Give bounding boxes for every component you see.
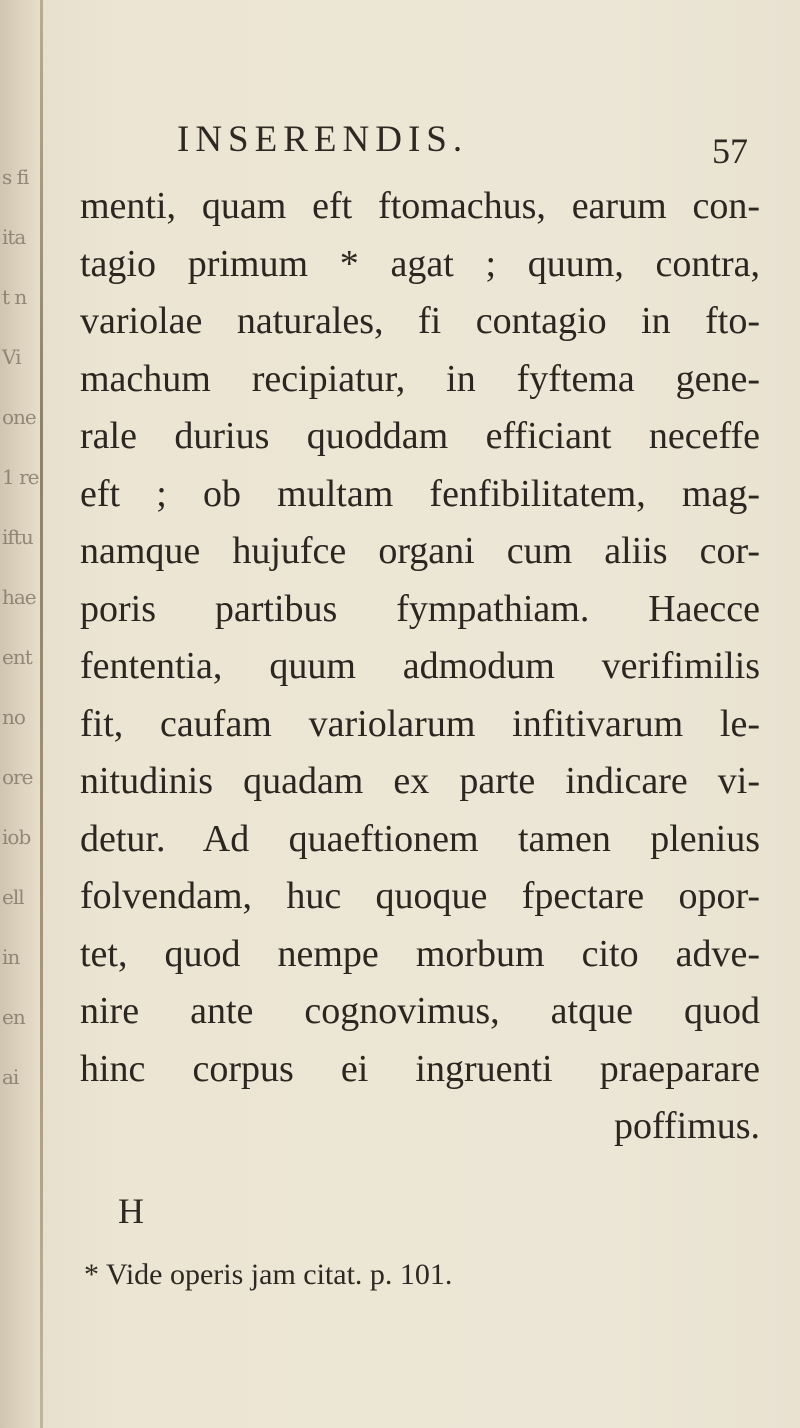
bleed-fragment: one xyxy=(2,405,36,429)
bleed-fragment: iftu xyxy=(2,525,33,549)
text-line: detur. Ad quaeftionem tamen plenius xyxy=(80,817,760,860)
text-line: folvendam, huc quoque fpectare opor- xyxy=(80,875,760,917)
bleed-fragment: ore xyxy=(2,765,33,789)
bleed-fragment: 1 re xyxy=(2,465,39,489)
text-line-last: poffimus. xyxy=(613,1105,760,1147)
bleed-fragment: s fi xyxy=(2,165,29,189)
bleed-fragment: hae xyxy=(2,585,36,609)
text-line: hinc corpus ei ingruenti praeparare xyxy=(80,1047,760,1090)
bleed-fragment: iob xyxy=(2,825,31,849)
text-line: nitudinis quadam ex parte indicare vi- xyxy=(80,760,760,802)
running-title: INSERENDIS. xyxy=(177,119,469,160)
text-line: namque hujufce organi cum aliis cor- xyxy=(80,530,760,572)
bleed-fragment: en xyxy=(2,1005,25,1029)
bleed-fragment: ell xyxy=(2,885,24,909)
bleed-fragment: ent xyxy=(2,645,32,669)
text-line: machum recipiatur, in fyftema gene- xyxy=(80,357,760,400)
bleed-fragment: t n xyxy=(2,285,27,309)
page-number: 57 xyxy=(712,131,748,171)
text-line: tagio primum * agat ; quum, contra, xyxy=(80,242,760,285)
text-line: rale durius quoddam efficiant neceffe xyxy=(80,415,760,457)
bleed-fragment: ita xyxy=(2,225,26,249)
text-line: poris partibus fympathiam. Haecce xyxy=(80,587,760,630)
text-line: menti, quam eft ftomachus, earum con- xyxy=(80,185,760,227)
text-line: nire ante cognovimus, atque quod xyxy=(80,990,760,1032)
signature-mark: H xyxy=(118,1191,144,1231)
gutter-shadow xyxy=(40,0,43,1428)
text-line: variolae naturales, fi contagio in fto- xyxy=(80,300,760,342)
bleed-fragment: in xyxy=(2,945,20,969)
bleed-fragment: Vi xyxy=(2,345,21,369)
text-line: fit, caufam variolarum infitivarum le- xyxy=(80,702,760,745)
bleed-fragment: ai xyxy=(2,1065,19,1089)
bleed-fragment: no xyxy=(2,705,25,729)
text-line: fententia, quum admodum verifimilis xyxy=(80,645,760,687)
text-line: tet, quod nempe morbum cito adve- xyxy=(80,932,760,975)
footnote: * Vide operis jam citat. p. 101. xyxy=(84,1258,453,1291)
text-line: eft ; ob multam fenfibilitatem, mag- xyxy=(80,472,760,515)
body-text xyxy=(80,178,770,1156)
